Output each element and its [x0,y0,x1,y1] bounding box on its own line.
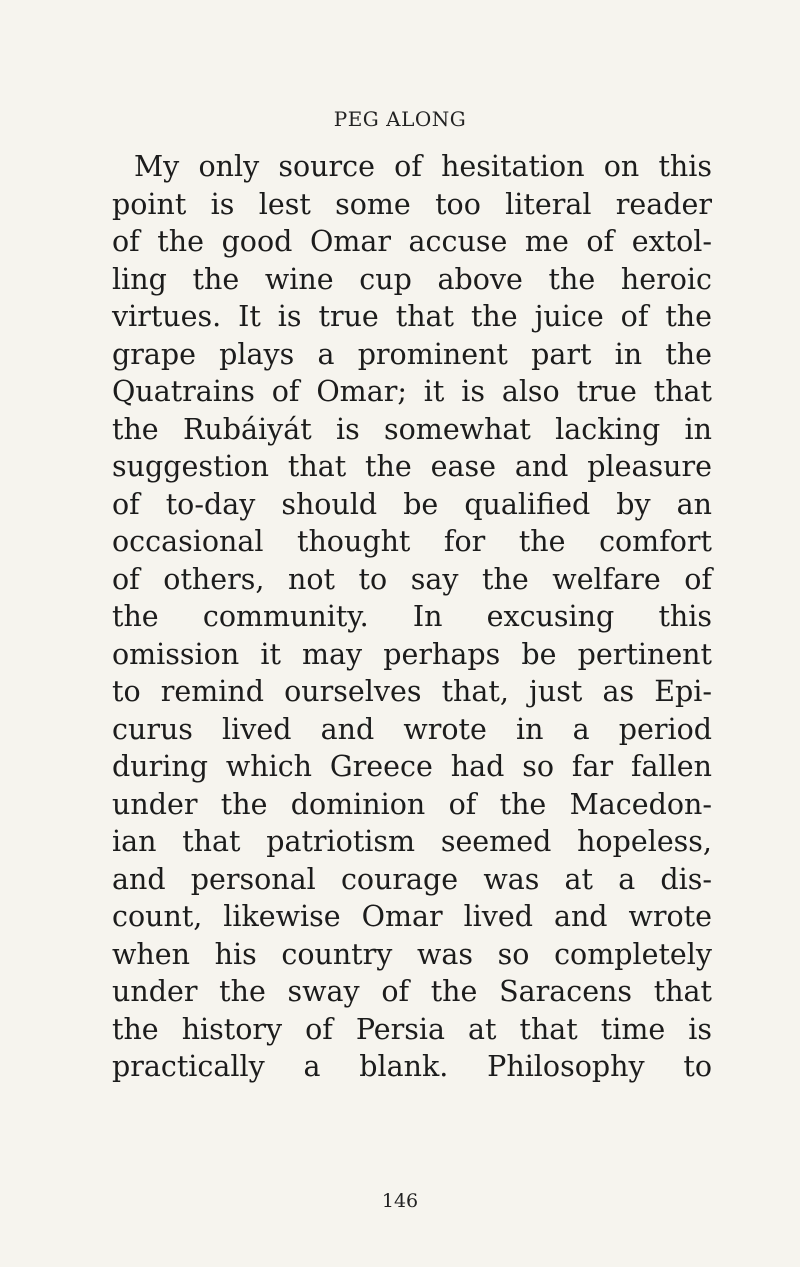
text-line: count, likewise Omar lived and wrote [112,900,712,933]
text-line: omission it may perhaps be pertinent [112,637,712,671]
text-line: Quatrains of Omar; it is also true that [112,375,712,408]
text-line: of others, not to say the welfare of [112,562,712,596]
text-line: under the sway of the Saracens that [112,975,712,1008]
body-text [112,148,712,1086]
text-line: practically a blank. Philosophy to [112,1050,712,1083]
text-line: of to-day should be qualified by an [112,487,712,521]
text-line: the Rubáiyát is somewhat lacking in [112,412,712,446]
running-head: PEG ALONG [333,107,467,131]
text-line: suggestion that the ease and pleasure [112,450,712,483]
text-line: and personal courage was at a dis- [112,862,712,896]
text-line: to remind ourselves that, just as Epi- [112,675,712,708]
text-line: during which Greece had so far fallen [112,750,712,783]
text-line: grape plays a prominent part in the [112,337,712,371]
text-line: ling the wine cup above the heroic [112,262,712,296]
text-line: ian that patriotism seemed hopeless, [112,825,712,858]
text-line: when his country was so completely [112,937,712,971]
text-line: virtues. It is true that the juice of the [112,300,712,333]
text-line: under the dominion of the Macedon- [112,787,712,821]
text-line: occasional thought for the comfort [112,525,712,558]
text-line: of the good Omar accuse me of extol- [112,225,712,258]
text-line: the community. In excusing this [112,600,712,633]
text-line: curus lived and wrote in a period [112,712,712,746]
text-line: the history of Persia at that time is [112,1012,712,1046]
text-line: My only source of hesitation on this [134,150,712,183]
text-line: point is lest some too literal reader [112,187,712,221]
page-number: 146 [381,1190,419,1212]
